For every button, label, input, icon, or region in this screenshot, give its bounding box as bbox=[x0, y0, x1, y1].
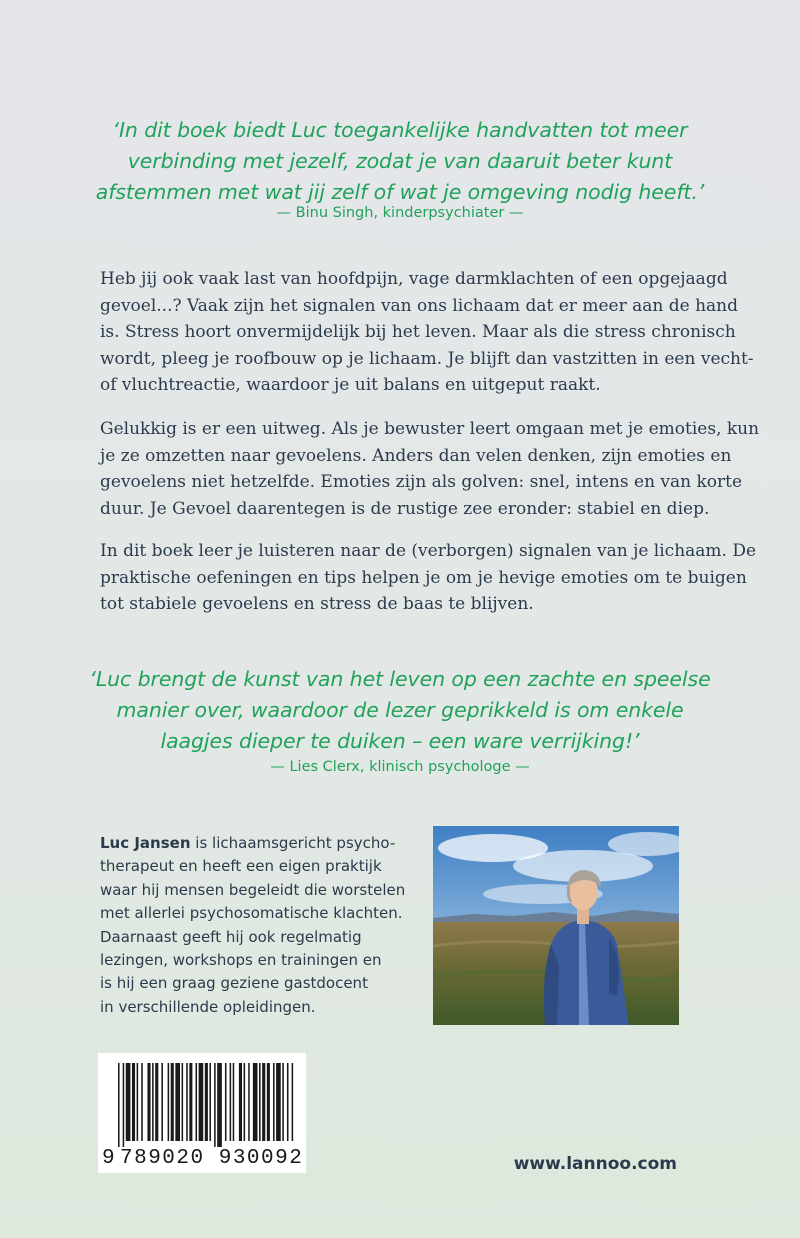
bio-line: lezingen, workshops en trainingen en bbox=[100, 951, 382, 970]
paragraph-line: je ze omzetten naar gevoelens. Anders dan velen denken, zijn emoties en bbox=[100, 445, 732, 466]
barcode-bar bbox=[147, 1063, 150, 1141]
barcode-bar bbox=[196, 1063, 198, 1141]
barcode-bar bbox=[205, 1063, 208, 1141]
barcode-bar bbox=[123, 1063, 125, 1147]
quote-line: verbinding met jezelf, zodat je van daaruit beter kunt bbox=[127, 149, 673, 173]
barcode-bar bbox=[155, 1063, 158, 1141]
publisher-website: www.lannoo.com bbox=[513, 1154, 677, 1174]
barcode-bar bbox=[182, 1063, 184, 1141]
barcode-bar bbox=[214, 1063, 216, 1147]
paragraph-line: gevoel...? Vaak zijn het signalen van ons lichaam dat er meer aan de hand bbox=[100, 295, 738, 316]
paragraph-1 bbox=[100, 266, 754, 399]
quote-top bbox=[0, 115, 800, 208]
isbn-digits: 789020 930092 bbox=[120, 1147, 304, 1170]
quote-line: afstemmen met wat jij zelf of wat je omgeving nodig heeft.’ bbox=[95, 180, 705, 204]
barcode-bar bbox=[189, 1063, 192, 1141]
paragraph-line: gevoelens niet hetzelfde. Emoties zijn als golven: snel, intens en van korte bbox=[100, 472, 743, 492]
barcode-bar bbox=[230, 1063, 232, 1141]
paragraph-2 bbox=[100, 416, 760, 522]
barcode-bar bbox=[118, 1063, 120, 1147]
barcode-bar bbox=[273, 1063, 275, 1141]
paragraph-line: wordt, pleeg je roofbouw op je lichaam. Je blijft dan vastzitten in een vecht- bbox=[100, 348, 754, 369]
barcode-bar bbox=[292, 1063, 294, 1141]
barcode-bar bbox=[186, 1063, 188, 1141]
quote-line: laagjes dieper te duiken – een ware verrijking!’ bbox=[160, 729, 640, 753]
barcode-bar bbox=[287, 1063, 289, 1141]
author-name: Luc Jansen bbox=[100, 834, 191, 852]
paragraph-line: Gelukkig is er een uitweg. Als je bewuster leert omgaan met je emoties, kun bbox=[100, 419, 760, 439]
author-bio bbox=[100, 832, 420, 1019]
barcode-bar bbox=[168, 1063, 170, 1141]
barcode-bar bbox=[199, 1063, 204, 1141]
quote-line: manier over, waardoor de lezer geprikkeld is om enkele bbox=[116, 698, 684, 722]
barcode-bar bbox=[239, 1063, 242, 1141]
barcode-bar bbox=[137, 1063, 139, 1141]
bio-line: waar hij mensen begeleidt die worstelen bbox=[100, 880, 406, 899]
author-photo bbox=[433, 826, 679, 1025]
bio-line: met allerlei psychosomatische klachten. bbox=[100, 904, 403, 923]
barcode-bar bbox=[282, 1063, 284, 1141]
quote-line: ‘Luc brengt de kunst van het leven op een zachte en speelse bbox=[89, 667, 711, 691]
paragraph-3 bbox=[100, 538, 757, 618]
quote-bottom-attribution: — Lies Clerx, klinisch psychologe — bbox=[270, 759, 530, 775]
barcode-bar bbox=[161, 1063, 163, 1141]
paragraph-line: tot stabiele gevoelens en stress de baas te blijven. bbox=[100, 594, 534, 614]
barcode-bar bbox=[276, 1063, 281, 1141]
paragraph-line: is. Stress hoort onvermijdelijk bij het leven. Maar als die stress chronisch bbox=[100, 322, 736, 342]
bio-line bbox=[100, 832, 420, 855]
barcode-bar bbox=[262, 1063, 265, 1141]
paragraph-line: In dit boek leer je luisteren naar de (verborgen) signalen van je lichaam. De bbox=[100, 541, 757, 561]
paragraph-line: praktische oefeningen en tips helpen je om je hevige emoties om te buigen bbox=[100, 567, 747, 588]
isbn-number bbox=[98, 1147, 306, 1171]
barcode-bar bbox=[233, 1063, 235, 1141]
quote-bottom bbox=[0, 664, 800, 757]
barcode-bar bbox=[267, 1063, 270, 1141]
paragraph-line: of vluchtreactie, waardoor je uit balans en uitgeput raakt. bbox=[100, 375, 601, 395]
barcode-bar bbox=[132, 1063, 135, 1141]
barcode-bar bbox=[259, 1063, 261, 1141]
barcode-bar bbox=[175, 1063, 180, 1141]
barcode-bar bbox=[171, 1063, 174, 1141]
barcode-bars bbox=[98, 1053, 306, 1149]
barcode-bar bbox=[217, 1063, 222, 1147]
paragraph-line: duur. Je Gevoel daarentegen is de rustige zee eronder: stabiel en diep. bbox=[100, 498, 710, 519]
barcode-bar bbox=[244, 1063, 246, 1141]
paragraph-line: Heb jij ook vaak last van hoofdpijn, vage darmklachten of een opgejaagd bbox=[100, 269, 728, 289]
barcode-bar bbox=[152, 1063, 154, 1141]
barcode-bar bbox=[225, 1063, 227, 1141]
barcode-bar bbox=[126, 1063, 131, 1141]
bio-line: Daarnaast geeft hij ook regelmatig bbox=[100, 927, 362, 946]
barcode-bar bbox=[248, 1063, 250, 1141]
isbn-first-digit: 9 bbox=[102, 1147, 115, 1170]
bio-text: is lichaamsgericht psycho- bbox=[190, 834, 396, 852]
bio-line: in verschillende opleidingen. bbox=[100, 997, 316, 1016]
quote-line: ‘In dit boek biedt Luc toegankelijke handvatten tot meer bbox=[112, 118, 688, 142]
quote-top-attribution: — Binu Singh, kinderpsychiater — bbox=[276, 205, 524, 221]
bio-line: is hij een graag geziene gastdocent bbox=[100, 974, 368, 993]
barcode-bar bbox=[141, 1063, 143, 1141]
barcode-bar bbox=[253, 1063, 258, 1141]
bio-line: therapeut en heeft een eigen praktijk bbox=[100, 857, 382, 876]
barcode-bar bbox=[209, 1063, 211, 1141]
